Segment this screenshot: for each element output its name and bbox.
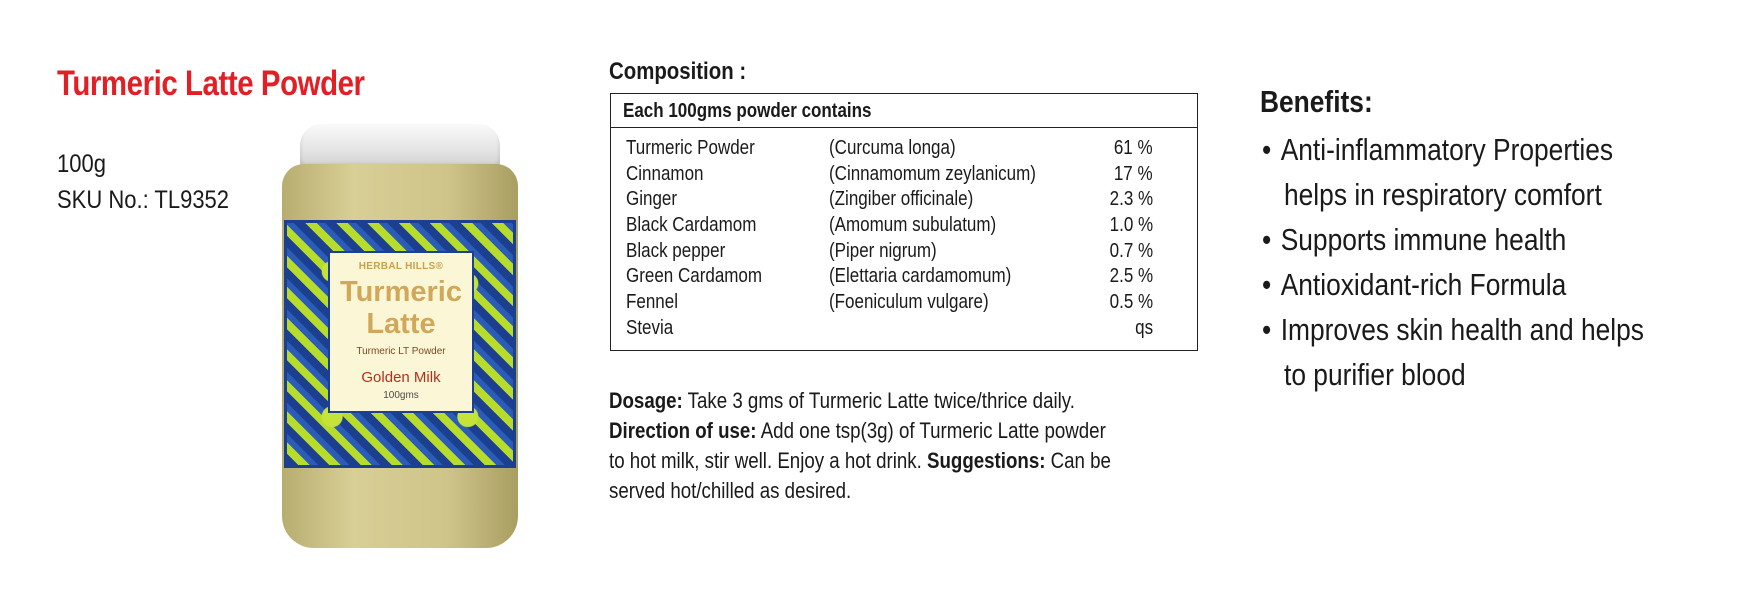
ingredient-name: Green Cardamom bbox=[626, 265, 763, 288]
suggestions-label: Suggestions: bbox=[927, 448, 1046, 473]
table-row bbox=[611, 187, 1197, 213]
bullet-icon: • bbox=[1262, 222, 1272, 257]
benefit-text: Improves skin health and helps bbox=[1280, 312, 1644, 347]
jar-brand: HERBAL HILLS® bbox=[358, 261, 444, 272]
ingredient-amount: 2.3 % bbox=[1109, 188, 1153, 211]
list-item bbox=[1262, 307, 1711, 352]
dosage-label: Dosage: bbox=[609, 388, 683, 413]
jar-tagline: Golden Milk bbox=[361, 369, 441, 386]
jar-lid bbox=[300, 124, 500, 168]
jar-name-line2: Latte bbox=[366, 308, 436, 340]
benefit-text: to purifier blood bbox=[1284, 357, 1466, 392]
ingredient-latin: (Zingiber officinale) bbox=[829, 188, 974, 211]
suggestions-text-1: Can be bbox=[1045, 448, 1111, 473]
ingredient-amount: 2.5 % bbox=[1109, 265, 1153, 288]
direction-line-2 bbox=[609, 446, 1153, 476]
jar-size: 100gms bbox=[383, 390, 419, 401]
ingredient-amount: 0.7 % bbox=[1109, 239, 1153, 262]
composition-heading: Composition : bbox=[609, 58, 747, 85]
composition-table bbox=[610, 93, 1198, 351]
ingredient-amount: 61 % bbox=[1114, 137, 1153, 159]
ingredient-name: Ginger bbox=[626, 188, 678, 211]
suggestions-line-2 bbox=[609, 476, 1153, 506]
ingredient-amount: 17 % bbox=[1114, 162, 1153, 185]
benefit-text: Antioxidant-rich Formula bbox=[1280, 267, 1567, 302]
direction-text-1: Add one tsp(3g) of Turmeric Latte powder bbox=[756, 418, 1106, 443]
product-jar-image bbox=[282, 124, 518, 548]
product-weight: 100g bbox=[57, 150, 106, 178]
ingredient-amount: 0.5 % bbox=[1109, 291, 1153, 314]
list-item bbox=[1262, 127, 1711, 172]
list-item-continuation bbox=[1262, 172, 1711, 217]
table-row bbox=[611, 162, 1197, 188]
ingredient-name: Black Cardamom bbox=[626, 214, 757, 237]
bullet-icon: • bbox=[1262, 132, 1272, 167]
table-row bbox=[611, 136, 1197, 162]
product-title: Turmeric Latte Powder bbox=[57, 64, 365, 103]
dosage-line bbox=[609, 386, 1153, 416]
direction-line-1 bbox=[609, 416, 1153, 446]
ingredient-latin: (Amomum subulatum) bbox=[829, 214, 997, 237]
ingredient-name: Turmeric Powder bbox=[626, 137, 755, 159]
ingredient-latin: (Curcuma longa) bbox=[829, 137, 956, 159]
benefit-text: helps in respiratory comfort bbox=[1284, 177, 1602, 212]
jar-label-panel bbox=[328, 251, 474, 413]
benefits-heading: Benefits: bbox=[1260, 84, 1373, 119]
benefit-text: Anti-inflammatory Properties bbox=[1280, 132, 1614, 167]
benefit-text: Supports immune health bbox=[1280, 222, 1567, 257]
composition-table-header: Each 100gms powder contains bbox=[611, 94, 1197, 128]
table-row bbox=[611, 239, 1197, 265]
jar-label bbox=[284, 220, 516, 468]
composition-rows bbox=[611, 128, 1197, 342]
ingredient-amount: qs bbox=[1135, 316, 1153, 339]
table-row bbox=[611, 290, 1197, 316]
jar-name-line1: Turmeric bbox=[340, 276, 462, 308]
ingredient-latin: (Piper nigrum) bbox=[829, 239, 937, 262]
table-row bbox=[611, 316, 1197, 342]
direction-text-2: to hot milk, stir well. Enjoy a hot drink. bbox=[609, 448, 928, 473]
ingredient-latin: (Elettaria cardamomum) bbox=[829, 265, 1012, 288]
ingredient-name: Stevia bbox=[626, 316, 674, 339]
list-item-continuation bbox=[1262, 352, 1711, 397]
table-row bbox=[611, 264, 1197, 290]
ingredient-latin: (Foeniculum vulgare) bbox=[829, 291, 989, 314]
list-item bbox=[1262, 217, 1711, 262]
usage-instructions bbox=[609, 386, 1249, 506]
product-sku: SKU No.: TL9352 bbox=[57, 186, 230, 214]
bullet-icon: • bbox=[1262, 312, 1272, 347]
direction-label: Direction of use: bbox=[609, 418, 757, 443]
ingredient-name: Cinnamon bbox=[626, 162, 704, 185]
jar-subtitle: Turmeric LT Powder bbox=[356, 346, 446, 357]
ingredient-latin: (Cinnamomum zeylanicum) bbox=[829, 162, 1036, 185]
ingredient-name: Black pepper bbox=[626, 239, 726, 262]
dosage-text: Take 3 gms of Turmeric Latte twice/thrice daily. bbox=[682, 388, 1075, 413]
list-item bbox=[1262, 262, 1711, 307]
suggestions-text-2: served hot/chilled as desired. bbox=[609, 478, 852, 503]
benefits-list bbox=[1262, 127, 1711, 397]
bullet-icon: • bbox=[1262, 267, 1272, 302]
ingredient-amount: 1.0 % bbox=[1109, 214, 1153, 237]
table-row bbox=[611, 213, 1197, 239]
ingredient-name: Fennel bbox=[626, 291, 678, 314]
